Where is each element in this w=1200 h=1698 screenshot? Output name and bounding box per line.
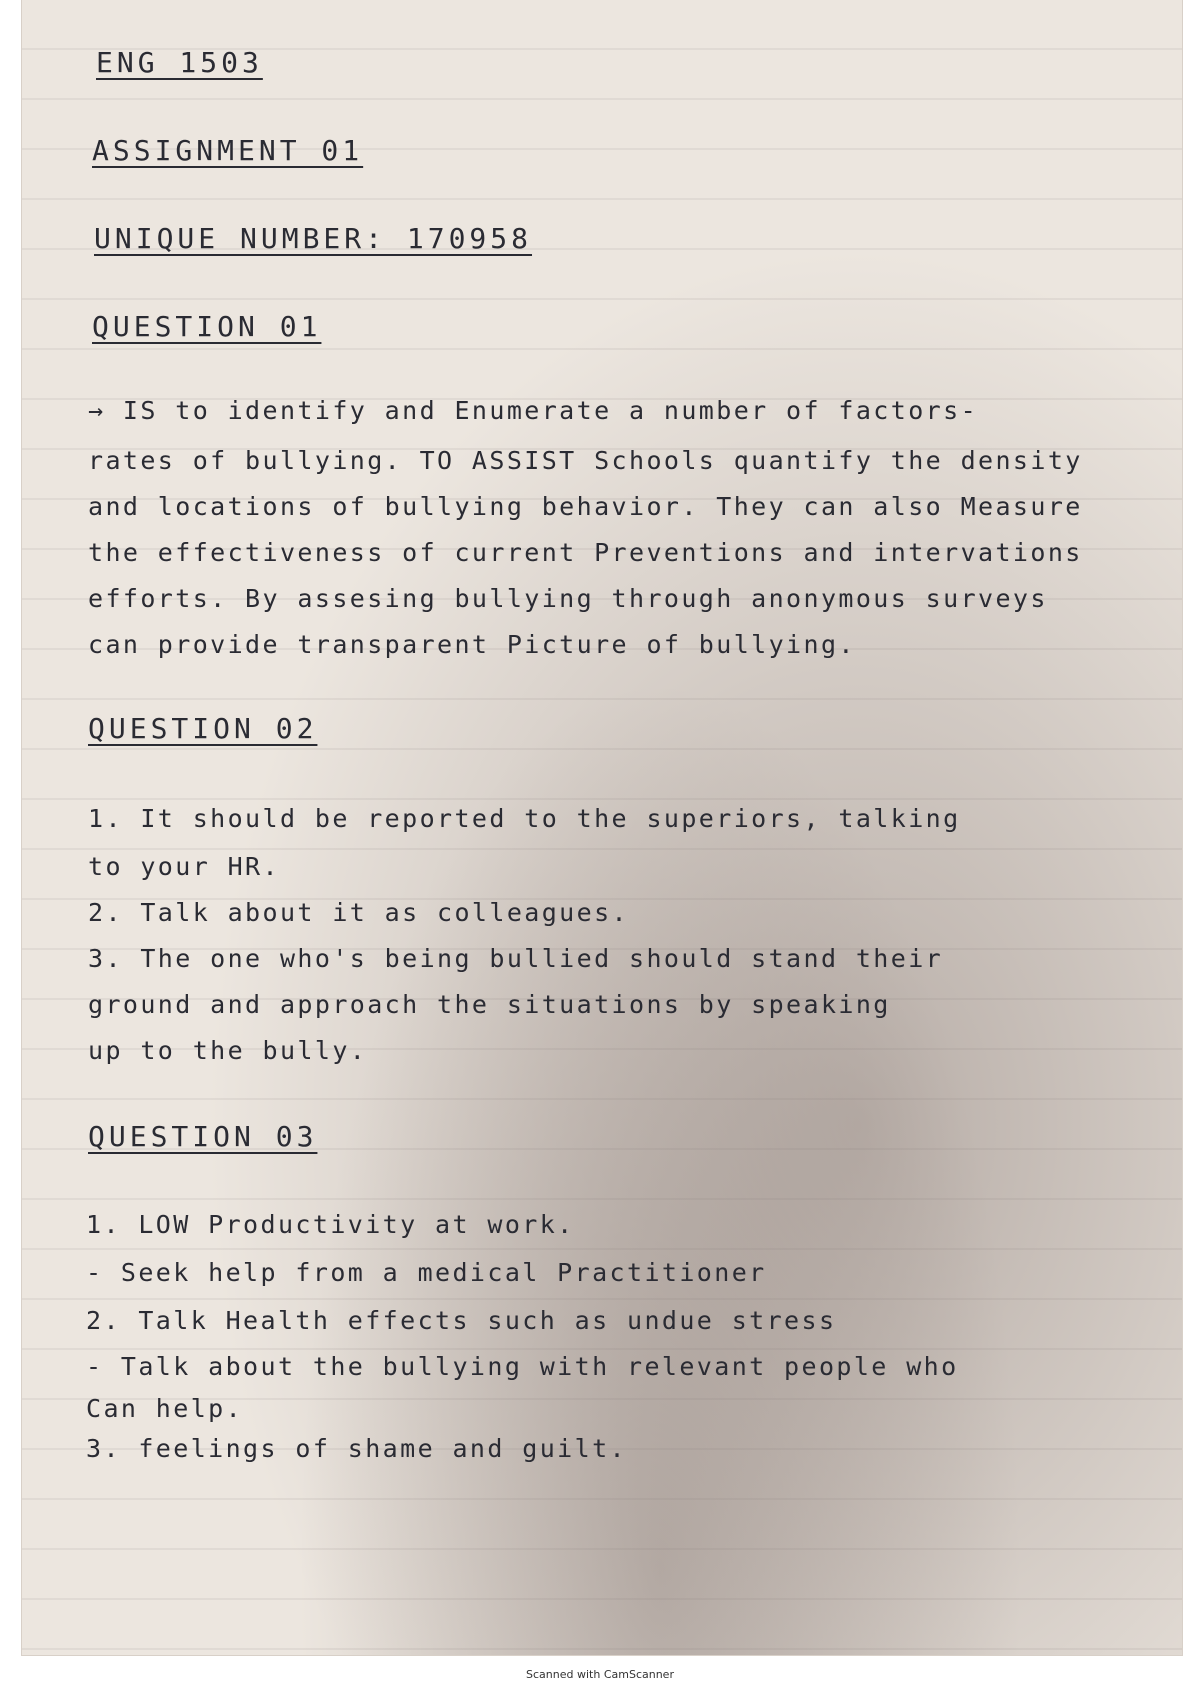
assignment-title: ASSIGNMENT 01 xyxy=(92,134,364,167)
question-1-line: efforts. By assesing bullying through anonymous surveys xyxy=(88,584,1048,613)
question-1-line: rates of bullying. TO ASSIST Schools quantify the density xyxy=(88,446,1083,475)
question-3-title: QUESTION 03 xyxy=(88,1120,318,1153)
question-1-line: the effectiveness of current Preventions and intervations xyxy=(88,538,1083,567)
question-3-line: - Seek help from a medical Practitioner xyxy=(86,1258,767,1287)
question-2-line: 2. Talk about it as colleagues. xyxy=(88,898,629,927)
question-3-line: 1. LOW Productivity at work. xyxy=(86,1210,575,1239)
question-2-line: ground and approach the situations by speaking xyxy=(88,990,891,1019)
question-2-line: 3. The one who's being bullied should stand their xyxy=(88,944,944,973)
question-2-line: 1. It should be reported to the superiors, talking xyxy=(88,804,961,833)
question-3-line: 3. feelings of shame and guilt. xyxy=(86,1434,627,1463)
question-1-line: and locations of bullying behavior. They can also Measure xyxy=(88,492,1083,521)
scanner-watermark: Scanned with CamScanner xyxy=(526,1668,674,1681)
unique-number: UNIQUE NUMBER: 170958 xyxy=(94,222,533,255)
question-3-line: 2. Talk Health effects such as undue stress xyxy=(86,1306,837,1335)
question-2-line: to your HR. xyxy=(88,852,280,881)
course-code: ENG 1503 xyxy=(96,46,263,79)
question-2-line: up to the bully. xyxy=(88,1036,368,1065)
question-3-line: Can help. xyxy=(86,1394,244,1423)
question-1-line: can provide transparent Picture of bullying. xyxy=(88,630,856,659)
question-1-line: → IS to identify and Enumerate a number of factors- xyxy=(88,396,979,425)
question-3-line: - Talk about the bullying with relevant people who xyxy=(86,1352,959,1381)
question-1-title: QUESTION 01 xyxy=(92,310,322,343)
question-2-title: QUESTION 02 xyxy=(88,712,318,745)
